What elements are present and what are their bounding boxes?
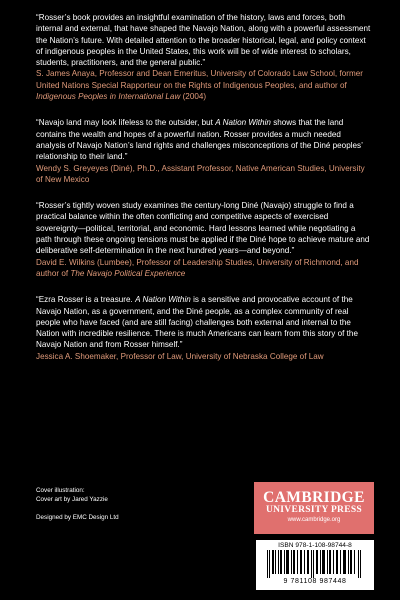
blurb-quote: “Ezra Rosser is a treasure. A Nation Within is a sensitive and provocative account of the Navajo Nation, as a government, and the Diné people, as a complex community of real people who have faced (and are still facing) challenges both external and internal to the Nation with incredible resilience. There is much Americans can learn from this story of the Navajo Nation and from Rosser himself.” (36, 295, 358, 350)
barcode-panel (256, 540, 374, 590)
blurb-attribution: Wendy S. Greyeyes (Diné), Ph.D., Assistant Professor, Native American Studies, University of New Mexico (36, 163, 365, 184)
blurb-quote: “Rosser’s tightly woven study examines the century-long Diné (Navajo) struggle to find a practical balance within the often conflicting and competitive aspects of exercised sovereignty—political, territorial, and economic. Hard lessons learned while negotiating a path through these ongoing tensions must be applied if the Diné hope to achieve mature and deliberative self-determination in the next hundred years—and beyond.” (36, 201, 370, 256)
blurb-attribution: Jessica A. Shoemaker, Professor of Law, University of Nebraska College of Law (36, 351, 324, 361)
publisher-name: CAMBRIDGE (263, 489, 365, 506)
book-title: A Nation Within (215, 118, 271, 128)
design-credit: Designed by EMC Design Ltd (36, 514, 119, 521)
book-title: A Nation Within (135, 295, 191, 305)
cover-art-credit: Cover art by Jared Yazzie (36, 496, 108, 503)
barcode-icon (265, 550, 365, 578)
blurb-attribution: David E. Wilkins (Lumbee), Professor of Leadership Studies, University of Richmond, and author of The Navajo Political Experience (36, 257, 359, 278)
book-title: The Navajo Political Experience (70, 268, 186, 278)
blurb-quote: “Navajo land may look lifeless to the outsider, but A Nation Within shows that the land contains the wealth and hopes of a powerful nation. Rosser provides a much needed analysis of Navajo Nation’s land rights and challenges misconceptions of the Diné peoples’ relationship to their land.” (36, 118, 363, 162)
ean-digits: 9 781108 987448 (283, 578, 347, 585)
publisher-logo (254, 482, 374, 534)
cover-credits (36, 486, 119, 522)
publisher-url: www.cambridge.org (287, 517, 341, 523)
blurb-attribution: S. James Anaya, Professor and Dean Emeritus, University of Colorado Law School, former United Nations Special Rapporteur on the Rights of Indigenous Peoples, and author of Indigenous Peoples in International Law (2004) (36, 69, 363, 102)
cover-illustration-label: Cover illustration: (36, 487, 85, 494)
book-title: Indigenous Peoples in International Law (36, 92, 181, 102)
blurbs (36, 12, 372, 377)
isbn-text: ISBN 978-1-108-98744-8 (278, 542, 352, 549)
blurb-greyeyes (36, 117, 372, 185)
publisher-press: UNIVERSITY PRESS (265, 505, 363, 515)
blurb-quote: “Rosser’s book provides an insightful examination of the history, laws and forces, both internal and external, that have shaped the Navajo Nation, along with a powerful assessment the Nation’s future. With detailed attention to the broader historical, legal, and policy context of indigenous peoples in the United States, this work will be of wide interest to scholars, students, practitioners, and the general public.” (36, 13, 371, 68)
blurb-wilkins (36, 200, 372, 279)
blurb-anaya (36, 12, 372, 102)
blurb-shoemaker (36, 294, 372, 362)
